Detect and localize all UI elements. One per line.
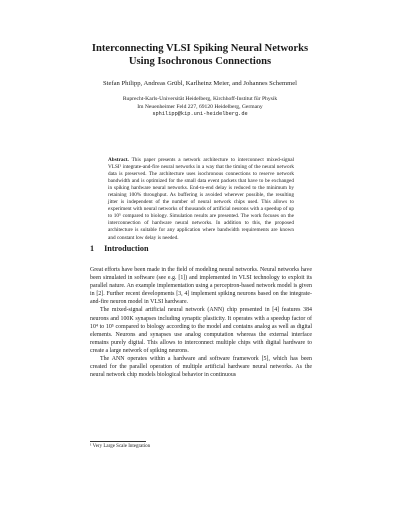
section-body: [90, 266, 312, 379]
title-line-2: Using Isochronous Connections: [128, 56, 272, 67]
footnote-rule: [90, 441, 146, 442]
body-paragraph: The ANN operates within a hardware and software framework [5], which has been created for the parallel operation of multiple artificial hardware neural networks. As the neural network chip models biological behavior in continuous: [90, 356, 312, 379]
affiliation-address: Im Neuenheimer Feld 227, 69120 Heidelberg, Germany: [137, 103, 263, 110]
author-email: sphilipp@kip.uni-heidelberg.de: [152, 111, 248, 118]
body-paragraph: Great efforts have been made in the field of modeling neural networks. Neural networks have been simulated in software (see e.g. [1]) and implemented in VLSI technology to exploit its parallel nature. An example implementation using a perceptron-based network model is given in [2]. Further recent developments [3, 4] implement spiking neurons based on the integrate-and-fire neuron model in VLSI hardware.: [90, 267, 312, 306]
section-number: 1: [90, 244, 95, 253]
abstract-text: This paper presents a network architecture to interconnect mixed-signal VLSI¹ integrate-and-fire neural networks in a way that the timing of the neural network data is preserved. The architecture uses isochronous connections to reserve network bandwidth and is optimized for the small data event packets that have to be exchanged in spiking hardware neural networks. End-to-end delay is reduced to the minimum by retaining 100% throughput. As buffering is avoided wherever possible, the resulting jitter is independent of the number of neural network chips used. This allows to experiment with neural networks of thousands of artificial neurons with a speedup of up to 10⁵ compared to biology. Simulation results are presented. The work focuses on the interconnection of hardware neural networks. In addition to this, the proposed architecture is suitable for any application where bandwidth requirements are known and constant low delay is needed.: [108, 157, 294, 241]
section-title: Introduction: [104, 244, 149, 253]
affiliation: [60, 96, 340, 119]
title-line-1: Interconnecting VLSI Spiking Neural Networks: [91, 43, 309, 54]
abstract: [108, 157, 294, 242]
section-heading: [90, 244, 159, 253]
affiliation-institute: Ruprecht-Karls-Universität Heidelberg, Kirchhoff-Institut für Physik: [122, 96, 278, 102]
author-list: Stefan Philipp, Andreas Grübl, Karlheinz Meier, and Johannes Schemmel: [102, 80, 298, 87]
body-paragraph: The mixed-signal artificial neural network (ANN) chip presented in [4] features 384 neurons and 100K synapses including synaptic plasticity. It operates with a speedup factor of 10⁴ to 10⁵ compared to biology according to the model and contains analog as well as digital elements. Neurons and synapses use analog computation whereas the external interface remains purely digital. This allows to interconnect multiple chips with digital hardware to create a large network of spiking neurons.: [90, 307, 312, 354]
footnote: ¹ Very Large Scale Integration: [90, 444, 151, 449]
abstract-label: Abstract.: [108, 157, 129, 163]
paper-title: [60, 42, 340, 68]
